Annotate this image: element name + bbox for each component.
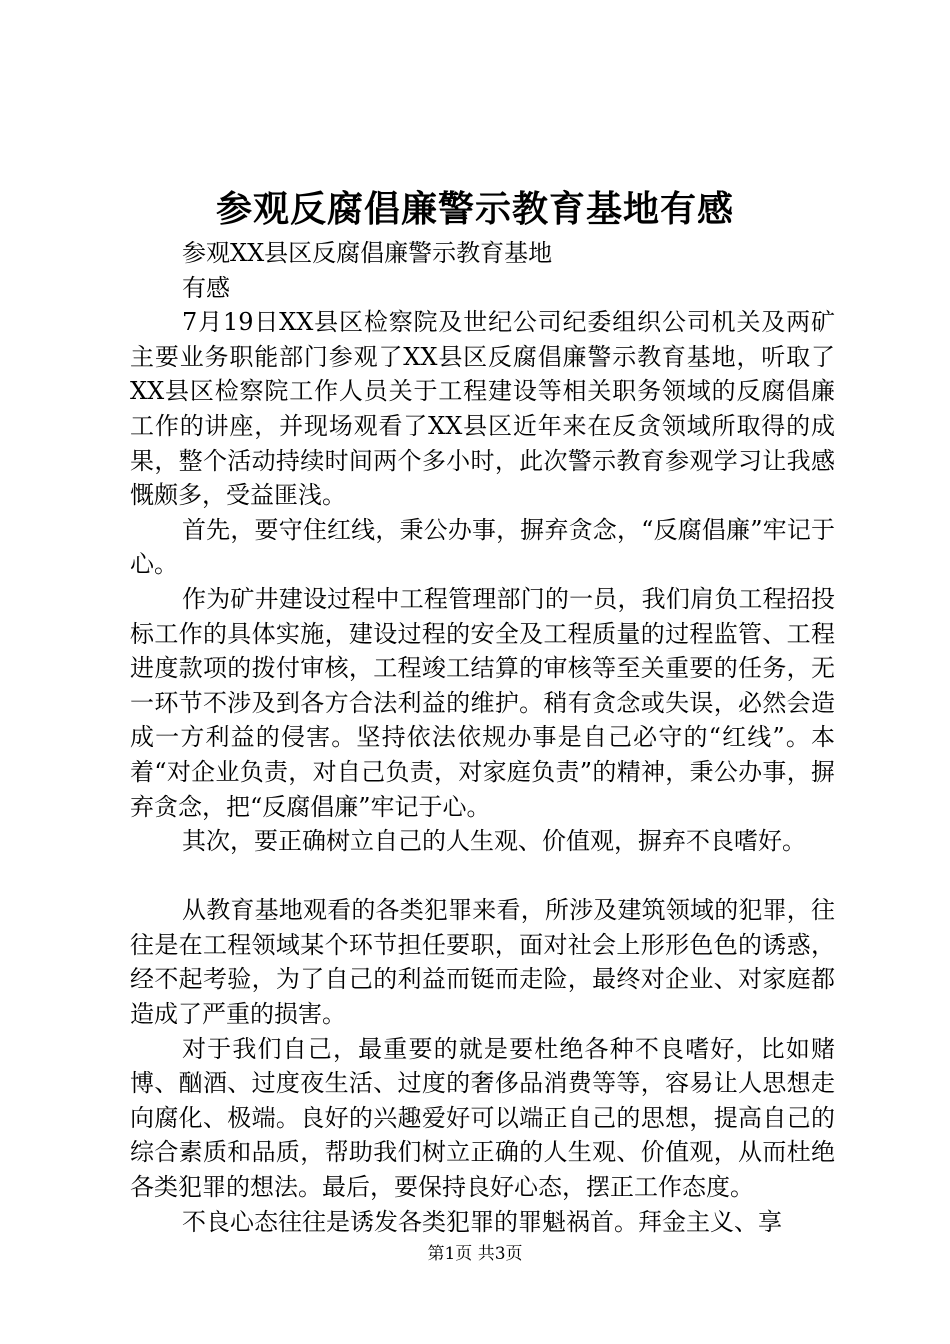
subtitle-line-1: 参观XX县区反腐倡廉警示教育基地 <box>182 239 553 267</box>
document-body <box>130 236 835 1239</box>
paragraph-second-point: 其次，要正确树立自己的人生观、价值观，摒弃不良嗜好。 <box>182 827 806 856</box>
subtitle-line-2: 有感 <box>182 273 230 302</box>
paragraph-mindset: 不良心态往往是诱发各类犯罪的罪魁祸首。拜金主义、享 <box>182 1207 782 1236</box>
paragraph-habits: 对于我们自己，最重要的就是要杜绝各种不良嗜好，比如赌博、酗酒、过度夜生活、过度的奢侈品消费等等，容易让人思想走向腐化、极端。良好的兴趣爱好可以端正自己的思想，提高自己的综合素质和品质，帮助我们树立正确的人生观、价值观，从而杜绝各类犯罪的想法。最后，要保持良好心态，摆正工作态度。 <box>130 1034 835 1202</box>
document-title: 参观反腐倡廉警示教育基地有感 <box>215 188 734 230</box>
paragraph-crimes: 从教育基地观看的各类犯罪来看，所涉及建筑领域的犯罪，往往是在工程领域某个环节担任要职，面对社会上形形色色的诱惑，经不起考验，为了自己的利益而铤而走险，最终对企业、对家庭都造成了严重的损害。 <box>130 896 835 1029</box>
page-number-footer: 第1页 共3页 <box>427 1244 523 1264</box>
paragraph-first-point: 首先，要守住红线，秉公办事，摒弃贪念，“反腐倡廉”牢记于心。 <box>130 515 835 579</box>
paragraph-visit: 7月19日XX县区检察院及世纪公司纪委组织公司机关及两矿主要业务职能部门参观了XX县区反腐倡廉警示教育基地，听取了XX县区检察院工作人员关于工程建设等相关职务领域的反腐倡廉工作的讲座，并现场观看了XX县区近年来在反贪领域所取得的成果，整个活动持续时间两个多小时，此次警示教育参观学习让我感慨颇多，受益匪浅。 <box>130 308 835 510</box>
paragraph-role: 作为矿井建设过程中工程管理部门的一员，我们肩负工程招投标工作的具体实施，建设过程的安全及工程质量的过程监管、工程进度款项的拨付审核，工程竣工结算的审核等至关重要的任务，无一环节不涉及到各方合法利益的维护。稍有贪念或失误，必然会造成一方利益的侵害。坚持依法依规办事是自己必守的“红线”。本着“对企业负责，对自己负责，对家庭负责”的精神，秉公办事，摒弃贪念，把“反腐倡廉”牢记于心。 <box>130 584 835 821</box>
